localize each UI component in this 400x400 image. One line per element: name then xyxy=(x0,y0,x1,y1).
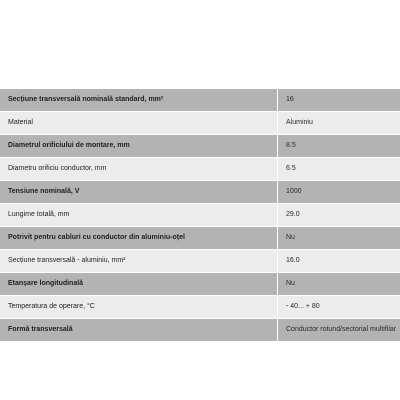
spec-label: Temperatura de operare, °C xyxy=(8,303,95,310)
spec-value: Nu xyxy=(286,234,295,241)
spec-row xyxy=(0,89,400,112)
spec-value: 6.5 xyxy=(286,165,296,172)
spec-value: 16.0 xyxy=(286,257,300,264)
spec-value: 29.0 xyxy=(286,211,300,218)
spec-label: Diametrul orificiului de montare, mm xyxy=(8,142,130,149)
spec-label: Etanșare longitudinală xyxy=(8,280,84,287)
spec-row xyxy=(0,181,400,204)
spec-row xyxy=(0,250,400,273)
spec-row xyxy=(0,158,400,181)
spec-label: Potrivit pentru cabluri cu conductor din aluminiu-oțel xyxy=(8,234,185,241)
spec-row xyxy=(0,319,400,342)
spec-value: Conductor rotund/sectorial multifilar xyxy=(286,326,397,333)
spec-label: Diametru orificiu conductor, mm xyxy=(8,165,107,172)
spec-label: Secțiune transversală nominală standard, mm² xyxy=(8,96,164,103)
spec-value: - 40... + 80 xyxy=(286,303,320,310)
spec-row xyxy=(0,296,400,319)
spec-label: Formă transversală xyxy=(8,326,73,333)
spec-value: 16 xyxy=(286,96,294,103)
spec-label: Material xyxy=(8,119,33,126)
spec-value: 1000 xyxy=(286,188,302,195)
spec-label: Secțiune transversală - aluminiu, mm² xyxy=(8,257,126,264)
spec-row xyxy=(0,227,400,250)
spec-row xyxy=(0,135,400,158)
spec-row xyxy=(0,273,400,296)
spec-label: Tensiune nominală, V xyxy=(8,188,80,195)
spec-table xyxy=(0,89,400,342)
spec-row xyxy=(0,112,400,135)
spec-row xyxy=(0,204,400,227)
spec-value: Aluminiu xyxy=(286,119,313,126)
spec-value: Nu xyxy=(286,280,295,287)
spec-value: 8.5 xyxy=(286,142,296,149)
spec-label: Lungime totală, mm xyxy=(8,211,70,218)
